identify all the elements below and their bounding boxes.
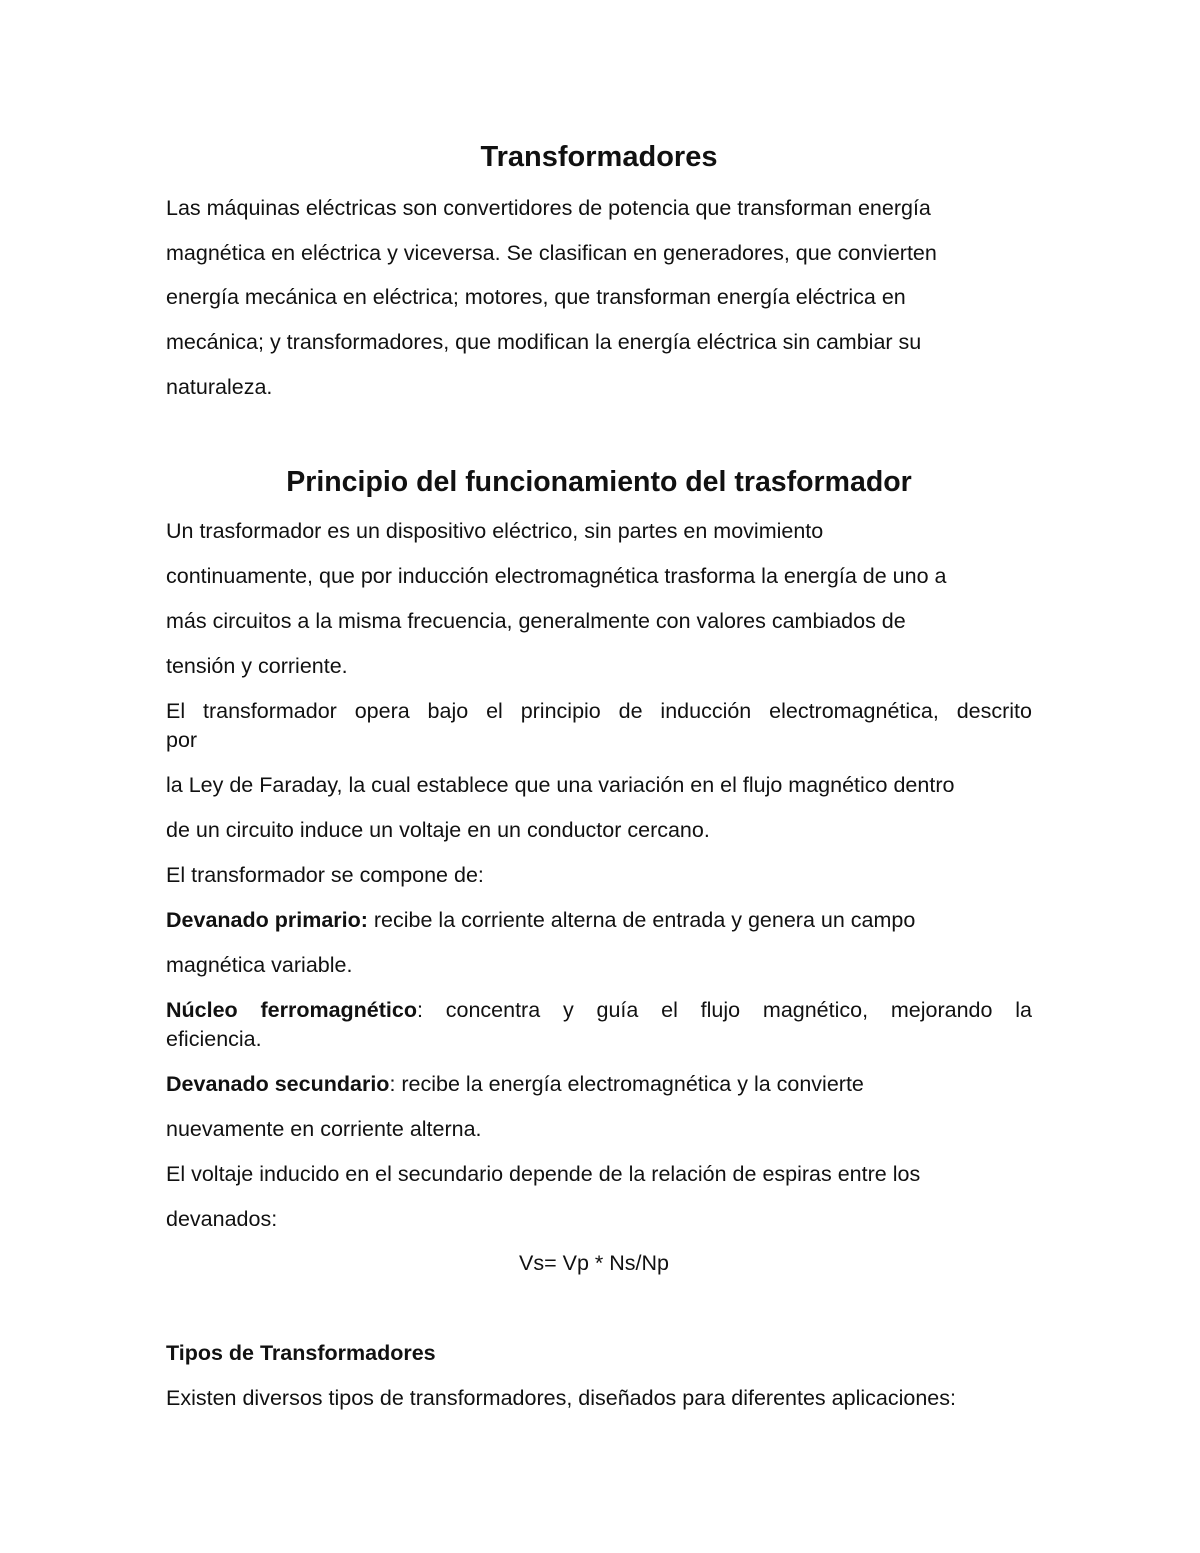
core-text: : concentra y guía el flujo magnético, mejorando la xyxy=(416,998,1032,1022)
definition-line: tensión y corriente. xyxy=(166,654,348,678)
types-heading: Tipos de Transformadores xyxy=(166,1341,436,1365)
primary-winding-text-wrap: magnética variable. xyxy=(166,953,353,977)
core-text-wrap: eficiencia. xyxy=(166,1027,262,1051)
document-title: Transformadores xyxy=(480,141,718,173)
intro-line: energía mecánica en eléctrica; motores, que transforman energía eléctrica en xyxy=(166,285,906,309)
secondary-winding-label: Devanado secundario xyxy=(166,1072,390,1096)
types-intro: Existen diversos tipos de transformadores, diseñados para diferentes aplicaciones: xyxy=(166,1386,956,1410)
intro-line: magnética en eléctrica y viceversa. Se clasifican en generadores, que convierten xyxy=(166,241,937,265)
definition-line: Un trasformador es un dispositivo eléctrico, sin partes en movimiento xyxy=(166,519,824,543)
secondary-winding-item xyxy=(166,1070,864,1099)
intro-line: Las máquinas eléctricas son convertidores de potencia que transforman energía xyxy=(166,196,931,220)
primary-winding-label: Devanado primario: xyxy=(166,908,368,932)
voltage-line: devanados: xyxy=(166,1207,278,1231)
core-label: Núcleo ferromagnético xyxy=(166,998,417,1022)
section-heading: Principio del funcionamiento del trasformador xyxy=(286,466,912,498)
secondary-winding-text-wrap: nuevamente en corriente alterna. xyxy=(166,1117,482,1141)
faraday-line: de un circuito induce un voltaje en un conductor cercano. xyxy=(166,818,710,842)
intro-line: mecánica; y transformadores, que modifican la energía eléctrica sin cambiar su xyxy=(166,330,922,354)
components-intro: El transformador se compone de: xyxy=(166,863,484,887)
core-item xyxy=(166,996,1032,1025)
formula: Vs= Vp * Ns/Np xyxy=(519,1251,669,1275)
voltage-line: El voltaje inducido en el secundario depende de la relación de espiras entre los xyxy=(166,1162,921,1186)
secondary-winding-text: : recibe la energía electromagnética y la convierte xyxy=(389,1072,864,1096)
faraday-line: El transformador opera bajo el principio de inducción electromagnética, descrito xyxy=(166,699,1032,723)
primary-winding-text: recibe la corriente alterna de entrada y genera un campo xyxy=(367,908,916,932)
intro-line: naturaleza. xyxy=(166,375,273,399)
definition-line: más circuitos a la misma frecuencia, generalmente con valores cambiados de xyxy=(166,609,906,633)
primary-winding-item xyxy=(166,906,915,935)
definition-line: continuamente, que por inducción electromagnética trasforma la energía de uno a xyxy=(166,564,947,588)
faraday-line: la Ley de Faraday, la cual establece que una variación en el flujo magnético dentro xyxy=(166,773,955,797)
faraday-line-wrap: por xyxy=(166,728,198,752)
